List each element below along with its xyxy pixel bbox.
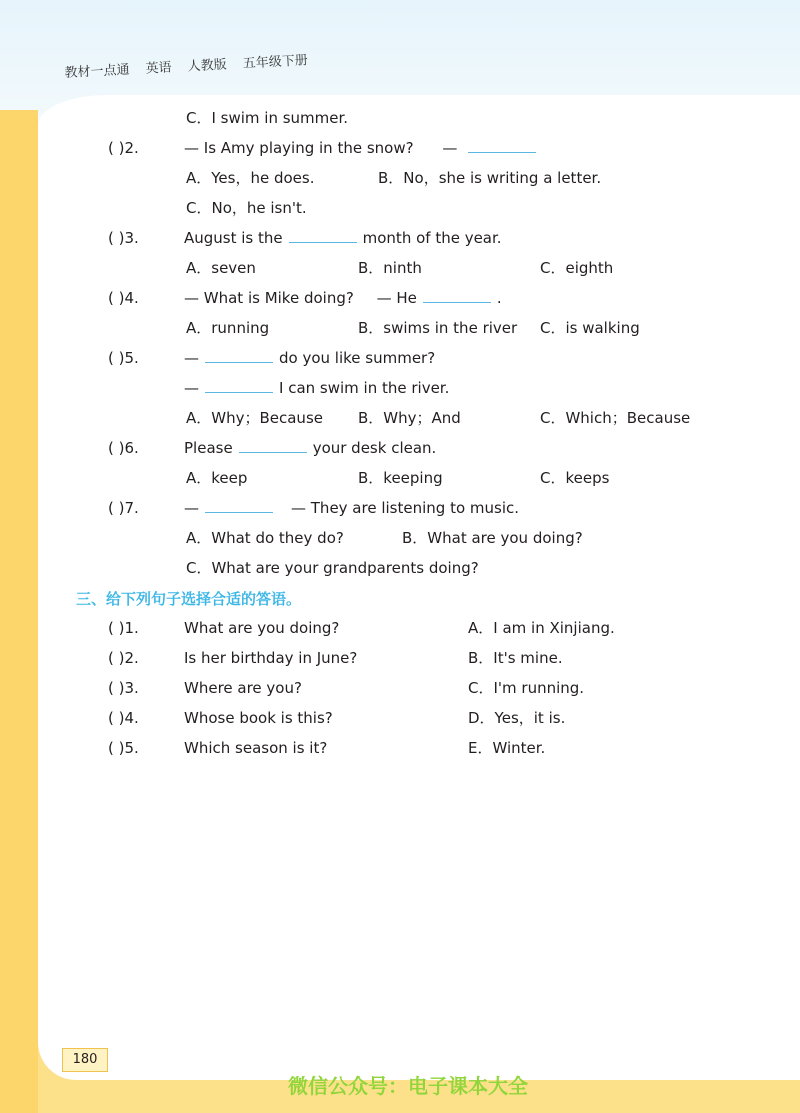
q3-post: month of the year.: [362, 229, 502, 247]
s3-paren: ( )4.: [108, 709, 139, 727]
q7-post: — They are listening to music.: [291, 499, 520, 517]
s3-answer: D．Yes，it is.: [468, 709, 566, 727]
q3-option-b: B．ninth: [358, 259, 422, 277]
q7-paren: ( )7.: [108, 499, 139, 517]
q7-option-a: A．What do they do?: [186, 529, 344, 547]
s3-question: What are you doing?: [184, 619, 340, 637]
answer-blank: [289, 228, 357, 243]
q7-option-c: C．What are your grandparents doing?: [186, 559, 479, 577]
header-book: 教材一点通: [64, 62, 130, 81]
q4-option-c: C．is walking: [540, 319, 640, 337]
q4-post: .: [496, 289, 502, 307]
q4-prompt: [184, 288, 502, 308]
s3-paren: ( )1.: [108, 619, 139, 637]
q5-line2: [184, 378, 449, 398]
page-number: 180: [62, 1048, 108, 1072]
s3-answer: E．Winter.: [468, 739, 546, 757]
q5-option-b: B．Why；And: [358, 409, 461, 427]
s3-question: Which season is it?: [184, 739, 328, 757]
q2-paren: ( )2.: [108, 139, 139, 157]
q1-option-c: C．I swim in summer.: [186, 109, 349, 127]
q6-option-a: A．keep: [186, 469, 248, 487]
q2-option-a: A．Yes，he does.: [186, 169, 315, 187]
watermark: 微信公众号：电子课本大全: [288, 1074, 528, 1098]
section-title: 三、给下列句子选择合适的答语。: [76, 590, 302, 608]
q4-option-a: A．running: [186, 319, 270, 337]
q4-paren: ( )4.: [108, 289, 139, 307]
s3-question: Whose book is this?: [184, 709, 333, 727]
q2-option-b: B．No，she is writing a letter.: [378, 169, 602, 187]
q2-question: — Is Amy playing in the snow?: [184, 139, 414, 157]
s3-question: Is her birthday in June?: [184, 649, 358, 667]
q5-dash1: —: [184, 349, 199, 367]
left-stripe: [0, 110, 38, 1113]
q2-prompt: [184, 138, 542, 158]
q7-prompt: [184, 498, 519, 518]
q6-paren: ( )6.: [108, 439, 139, 457]
q2-option-c: C．No，he isn't.: [186, 199, 307, 217]
q4-option-b: B．swims in the river: [358, 319, 518, 337]
s3-paren: ( )3.: [108, 679, 139, 697]
q3-prompt: [184, 228, 502, 248]
q6-option-c: C．keeps: [540, 469, 610, 487]
q5-option-c: C．Which；Because: [540, 409, 691, 427]
q6-prompt: [184, 438, 436, 458]
answer-blank: [468, 138, 536, 153]
q4-mid: — He: [376, 289, 417, 307]
q2-dash: —: [442, 139, 458, 157]
s3-paren: ( )5.: [108, 739, 139, 757]
header-edition: 人教版: [187, 57, 228, 75]
q6-post: your desk clean.: [312, 439, 437, 457]
q6-pre: Please: [184, 439, 233, 457]
q3-pre: August is the: [184, 229, 283, 247]
s3-question: Where are you?: [184, 679, 302, 697]
s3-paren: ( )2.: [108, 649, 139, 667]
q3-option-c: C．eighth: [540, 259, 614, 277]
answer-blank: [205, 348, 273, 363]
q5-line1: [184, 348, 435, 368]
q5-paren: ( )5.: [108, 349, 139, 367]
q3-option-a: A．seven: [186, 259, 256, 277]
header-grade: 五年级下册: [242, 53, 309, 72]
q4-pre: — What is Mike doing?: [184, 289, 354, 307]
q7-option-b: B．What are you doing?: [402, 529, 583, 547]
s3-answer: B．It's mine.: [468, 649, 563, 667]
answer-blank: [205, 378, 273, 393]
q5-post2: I can swim in the river.: [279, 379, 450, 397]
q5-post1: do you like summer?: [279, 349, 436, 367]
answer-blank: [423, 288, 491, 303]
answer-blank: [239, 438, 307, 453]
q6-option-b: B．keeping: [358, 469, 443, 487]
q5-dash2: —: [184, 379, 199, 397]
q7-dash: —: [184, 499, 199, 517]
answer-blank: [205, 498, 273, 513]
q5-option-a: A．Why；Because: [186, 409, 323, 427]
header-subject: 英语: [145, 60, 173, 77]
s3-answer: A．I am in Xinjiang.: [468, 619, 615, 637]
q3-paren: ( )3.: [108, 229, 139, 247]
s3-answer: C．I'm running.: [468, 679, 585, 697]
